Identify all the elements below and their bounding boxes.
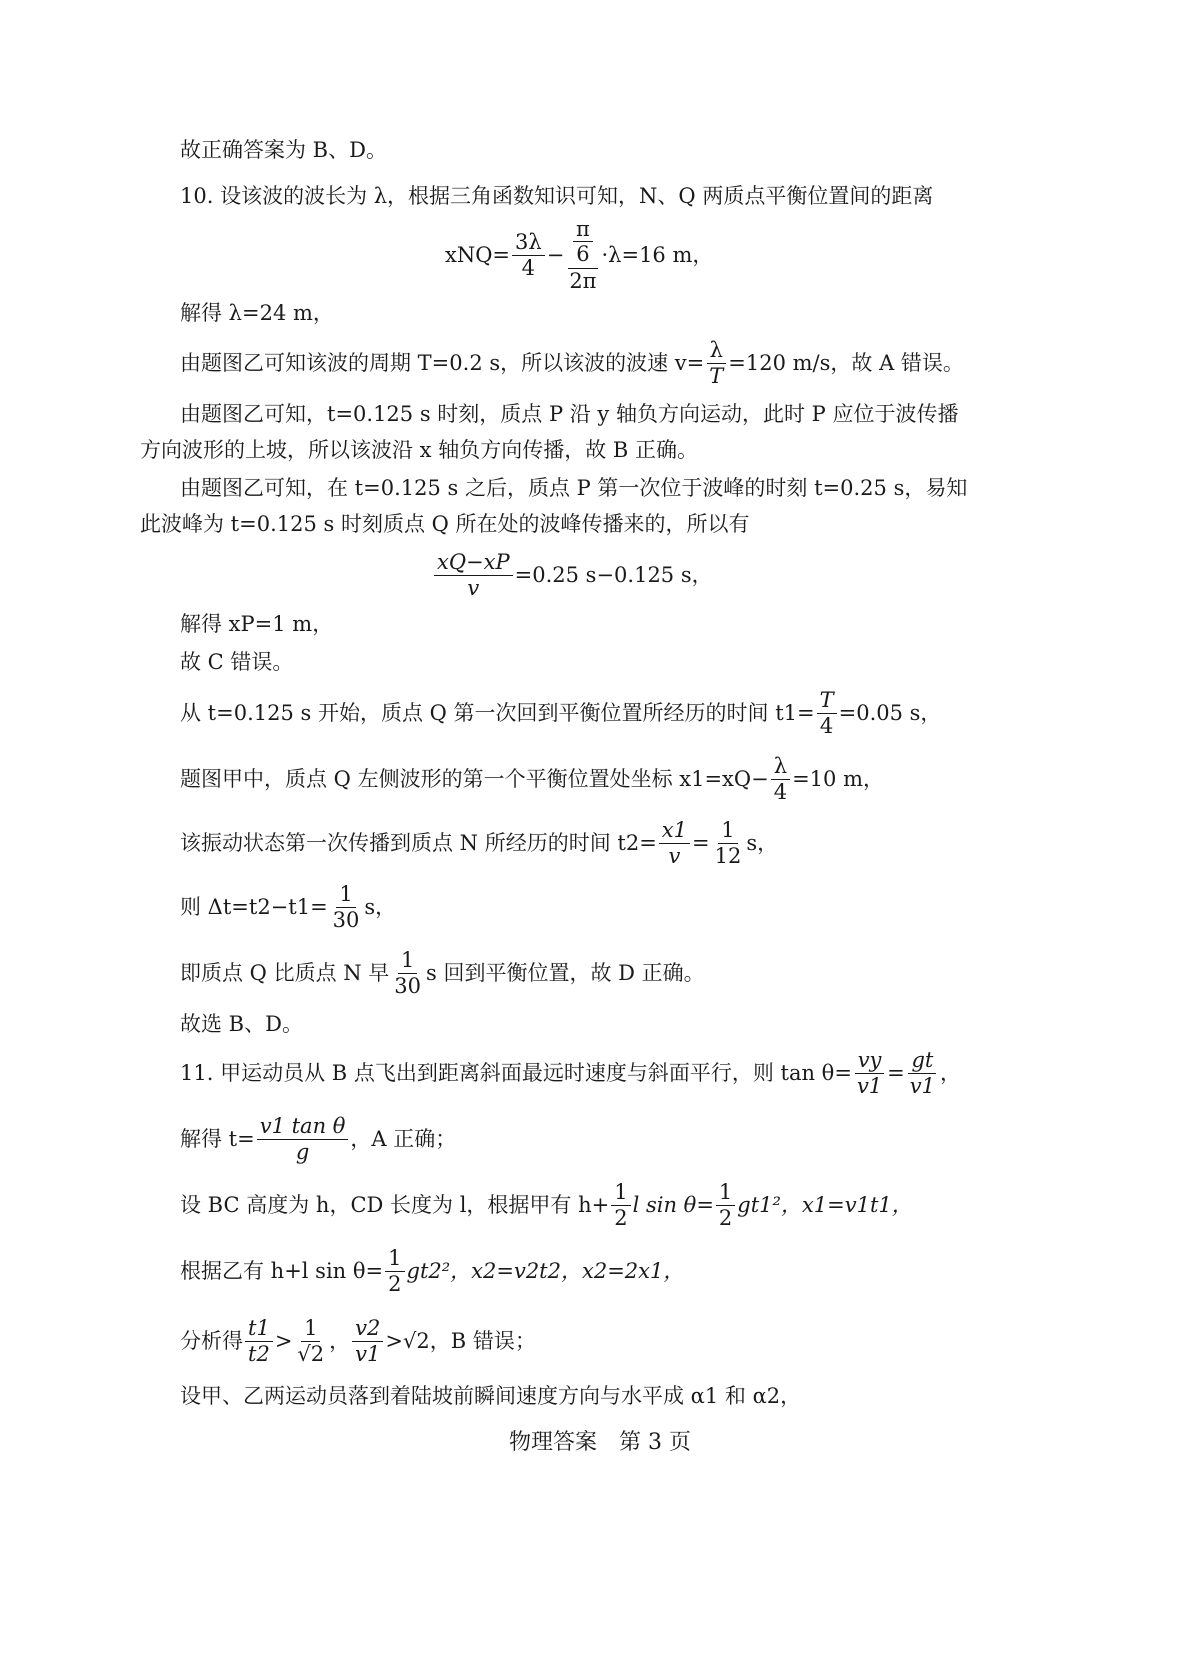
text-line: 设甲、乙两运动员落到着陆坡前瞬间速度方向与水平成 α1 和 α2，	[180, 1384, 802, 1408]
fraction-v2-v1: $\frac{v2}{v1}$	[352, 1316, 383, 1365]
text-line-x1: 题图甲中，质点 Q 左侧波形的第一个平衡位置处坐标 x1=xQ− $\frac{\lambda}{4}$ =10 m，	[180, 754, 884, 804]
fraction-xq-xp-over-v: $\frac{xQ-xP}{v}$	[434, 550, 513, 599]
sqrt-2: √2	[403, 1328, 430, 1353]
formula-lhs: xNQ=	[445, 242, 511, 267]
fraction-lambda-T: $\frac{\lambda}{T}$	[706, 338, 726, 387]
text-line: 方向波形的上坡，所以该波沿 x 轴负方向传播，故 B 正确。	[140, 438, 698, 462]
text-line: 故 C 错误。	[180, 650, 294, 674]
fraction-pi-6: $\frac{\pi}{6}$	[573, 217, 593, 266]
fraction-T-4: $\frac{T}{4}$	[817, 688, 837, 737]
fraction-1-2: $\frac{1}{2}$	[611, 1180, 630, 1229]
fraction-1-30: $\frac{1}{30}$	[332, 882, 360, 932]
fraction-1-2: $\frac{1}{2}$	[385, 1246, 404, 1295]
formula-xnq: xNQ= $\frac{3\lambda}{4}$ − $\frac{\frac{\pi}{6}}{2\pi}$ ·λ=16 m，	[445, 216, 714, 294]
page-footer: 物理答案 第 3 页	[509, 1430, 691, 1455]
fraction-lambda-4: $\frac{\lambda}{4}$	[771, 754, 790, 803]
question-11-intro: 11. 甲运动员从 B 点飞出到距离斜面最远时速度与斜面平行，则 tan θ= $\frac{vy}{v1}$ = $\frac{gt}{v1}$ ，	[180, 1048, 962, 1098]
text-line-solve-t: 解得 t= $\frac{\text{v1 tan θ}}{g}$ ，A 正确；	[180, 1114, 457, 1164]
fraction-gt-v1: $\frac{gt}{v1}$	[909, 1048, 936, 1098]
text-line-conclusion-d: 即质点 Q 比质点 N 早 $\frac{1}{30}$ s 回到平衡位置，故 D 正确。	[180, 948, 705, 998]
fraction-1-30: $\frac{1}{30}$	[394, 948, 422, 998]
fraction-pi6-2pi: $\frac{\frac{\pi}{6}}{2\pi}$	[569, 216, 597, 294]
text-line: 解得 λ=24 m，	[180, 301, 334, 325]
fraction-3lambda-4: $\frac{3\lambda}{4}$	[512, 230, 545, 279]
fraction-t1-t2: $\frac{t1}{t2}$	[245, 1316, 273, 1365]
text-line: 此波峰为 t=0.125 s 时刻质点 Q 所在处的波峰传播来的，所以有	[140, 512, 750, 536]
fraction-1-2: $\frac{1}{2}$	[716, 1180, 735, 1229]
text-line-analysis: 分析得 $\frac{t1}{t2}$ > $\frac{1}{√2}$ ， $\frac{v2}{v1}$ > √2 ，B 错误；	[180, 1316, 536, 1366]
text-line: 解得 xP=1 m，	[180, 612, 334, 636]
text-line-t2: 该振动状态第一次传播到质点 N 所经历的时间 t2= $\frac{x1}{v}$ = $\frac{1}{12}$ s，	[180, 818, 779, 868]
text-line: 由题图乙可知，在 t=0.125 s 之后，质点 P 第一次位于波峰的时刻 t=0.25 s，易知	[180, 476, 968, 500]
text-line-t1: 从 t=0.125 s 开始，质点 Q 第一次回到平衡位置所经历的时间 t1= $\frac{T}{4}$ =0.05 s，	[180, 688, 942, 738]
text-line-wave-speed: 由题图乙可知该波的周期 T=0.2 s，所以该波的波速 v= $\frac{\lambda}{T}$ =120 m/s，故 A 错误。	[180, 338, 964, 388]
formula-travel-time: $\frac{xQ-xP}{v}$ =0.25 s−0.125 s，	[432, 548, 713, 602]
text-line-jia: 设 BC 高度为 h，CD 长度为 l，根据甲有 h+ $\frac{1}{2}$ l sin θ= $\frac{1}{2}$ gt1²，x1=v1t1，	[180, 1180, 913, 1230]
text-line: 由题图乙可知，t=0.125 s 时刻，质点 P 沿 y 轴负方向运动，此时 P 应位于波传播	[180, 402, 959, 426]
fraction-1-12: $\frac{1}{12}$	[714, 818, 742, 868]
fraction-x1-v: $\frac{x1}{v}$	[659, 818, 690, 867]
fraction-v1tan-g: $\frac{\text{v1 tan θ}}{g}$	[257, 1114, 349, 1163]
fraction-1-sqrt2: $\frac{1}{√2}$	[297, 1316, 325, 1366]
text-line-delta-t: 则 Δt=t2−t1= $\frac{1}{30}$ s，	[180, 882, 397, 932]
text-line-yi: 根据乙有 h+l sin θ= $\frac{1}{2}$ gt2²，x2=v2t2，x2=2x1，	[180, 1246, 685, 1296]
text-line: 故选 B、D。	[180, 1012, 303, 1036]
question-10-intro: 10. 设该波的波长为 λ，根据三角函数知识可知，N、Q 两质点平衡位置间的距离	[180, 184, 934, 208]
text-line: 故正确答案为 B、D。	[180, 138, 387, 162]
fraction-vy-v1: $\frac{vy}{v1}$	[854, 1048, 885, 1097]
